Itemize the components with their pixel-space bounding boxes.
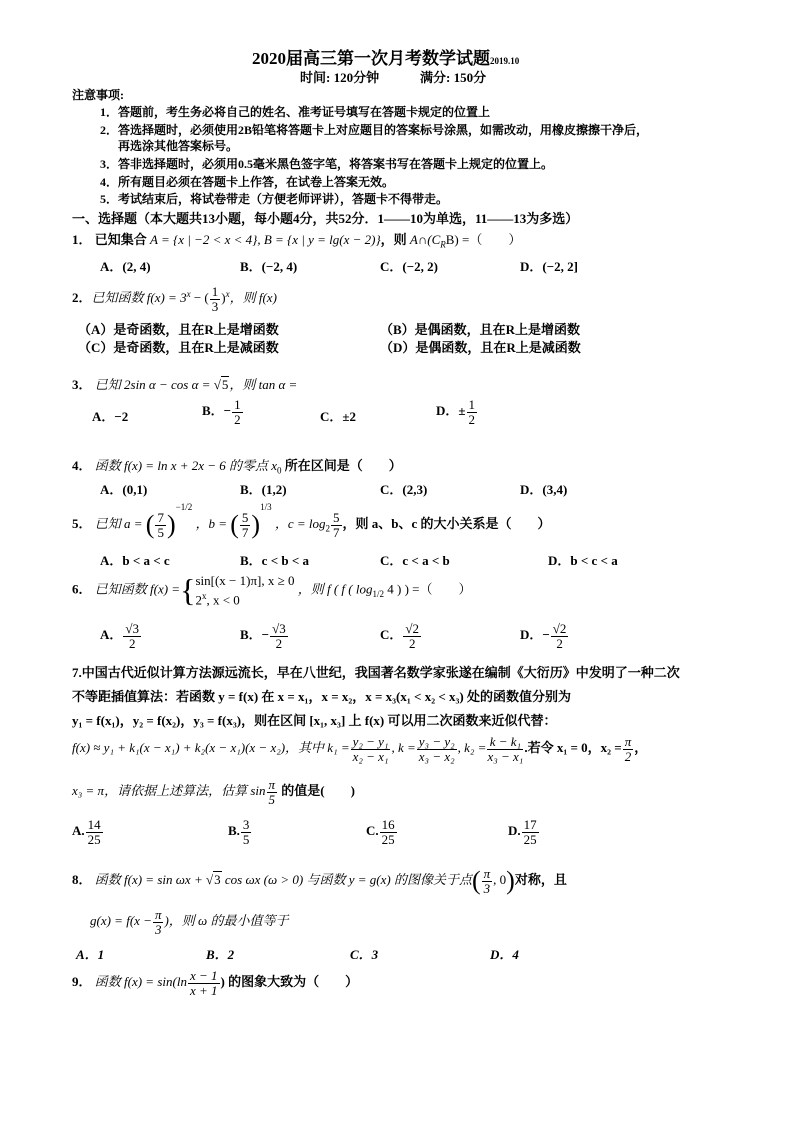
q1-expr: A∩(C xyxy=(409,232,441,247)
q2-exp2: x xyxy=(225,288,230,299)
option: C．(−2, 2) xyxy=(380,259,438,274)
q5-a-exp: −1/2 xyxy=(175,502,193,512)
option: B. $\frac{3}{5}$ xyxy=(228,817,250,847)
option: D. $\frac{17}{25}$ xyxy=(508,817,537,847)
option: A．(0,1) xyxy=(100,482,148,497)
exam-score: 满分: 150分 xyxy=(420,70,487,85)
question-2 xyxy=(72,285,277,313)
option: B．(1,2) xyxy=(240,482,287,497)
question-3: 3． 已知 2sin α − cos α = √5，则 tan α = xyxy=(72,377,298,392)
q1-set-a: A = {x | −2 < x < 4} xyxy=(150,232,258,247)
q5-b-exp: 1/3 xyxy=(260,502,272,512)
q6-stem: 已知函数 f(x) = xyxy=(94,581,181,597)
q2-minus: − ( xyxy=(190,290,209,306)
question-number: 3． xyxy=(72,377,92,392)
note-item: 4．所有题目必须在答题卡上作答，在试卷上答案无效。 xyxy=(100,175,395,189)
q5-a: 已知 a = xyxy=(94,516,146,531)
option: A. $\frac{14}{25}$ xyxy=(72,817,101,847)
q3-stem: 已知 2sin α − cos α = xyxy=(94,377,214,392)
option: B．(−2, 4) xyxy=(240,259,298,274)
option: A．(2, 4) xyxy=(100,259,151,274)
q2-close: ) xyxy=(221,290,226,306)
q6-log-arg: 4 ) ) =（ ） xyxy=(384,581,472,597)
q6-stem-b: ，则 f ( f ( log xyxy=(297,581,373,597)
note-item: 3．答非选择题时，必须用0.5毫米黑色签字笔，将答案书写在答题卡上规定的位置上。 xyxy=(100,157,554,171)
q2-stem-b: ，则 f(x) xyxy=(229,290,277,306)
notes-heading: 注意事项: xyxy=(72,88,124,102)
option: A．b < a < c xyxy=(100,553,170,568)
q1-expr-end: B) =（ ） xyxy=(445,232,522,247)
question-6: 6． 已知函数 f(x) ={ sin[(x − 1)π], x ≥ 0 2$^x$, x < 0 ，则 f ( f ( $\log_{1/2} 4$ ) ) =（ ） xyxy=(72,572,472,608)
question-7-line: y₁ = f(x₁)，y₂ = f(x₂)，y₃ = f(x₃)，则在区间 [x₁, x₃] 上 f(x) 可以用二次函数来近似代替： xyxy=(72,713,557,728)
exam-time: 时间: 120分钟 xyxy=(300,70,380,85)
note-item: 2．答选择题时，必须使用2B铅笔将答题卡上对应题目的答案标号涂黑，如需改动，用橡皮擦擦干净后， xyxy=(100,123,649,137)
title-date: 2019.10 xyxy=(490,56,520,66)
option: D．b < c < a xyxy=(548,553,618,568)
q5-c: ，c = log xyxy=(274,516,326,531)
question-number: 8． xyxy=(72,871,92,887)
option: D．(−2, 2] xyxy=(520,259,578,274)
q4-sub: 0 xyxy=(277,465,282,476)
question-1 xyxy=(72,229,521,250)
q1-set-b: , B = {x | y = lg(x − 2)} xyxy=(257,232,381,247)
question-7-line: 不等距插值算法：若函数 y = f(x) 在 x = x₁，x = x₂，x = x₃(x₁ < x₂ < x₃) 处的函数值分别为 xyxy=(72,689,571,704)
option: B．c < b < a xyxy=(240,553,309,568)
option: C．3 xyxy=(350,947,379,962)
question-number: 9． xyxy=(72,974,92,990)
option: B．− $\frac{√3}{2}$ xyxy=(240,621,286,651)
q1-stem: 已知集合 xyxy=(94,232,147,247)
page-title xyxy=(252,44,519,69)
note-item: 1．答题前，考生务必将自己的姓名、准考证号填写在答题卡规定的位置上 xyxy=(100,105,491,119)
option: （B）是偶函数，且在R上是增函数 xyxy=(380,322,581,337)
option: C．c < a < b xyxy=(380,553,450,568)
option: A．1 xyxy=(76,947,105,962)
option: （C）是奇函数，且在R上是减函数 xyxy=(78,340,279,355)
question-8: 8． 函数 f(x) = sin ωx + √3 cos ωx (ω > 0) 与函数 y = g(x) 的图像关于点( $\frac{\pi}{3}$ , 0)对称，且 xyxy=(72,865,567,896)
option: A． $\frac{√3}{2}$ xyxy=(100,621,140,651)
question-number: 1． xyxy=(72,232,92,247)
q5-tail: ，则 a、b、c 的大小关系是（ ） xyxy=(342,516,551,531)
q5-b: ，b = xyxy=(195,516,231,531)
option: （D）是偶函数，且在R上是减函数 xyxy=(380,340,581,355)
option: D．± $\frac{1}{2}$ xyxy=(436,397,476,427)
question-7-formula: f(x) ≈ y₁ + k₁(x − x₁) + k₂(x − x₁)(x − x₂)，其中 k₁ = $\frac{\text{y₂ − y₁}}{\text{x₂ − x₁}}$ , k = $\frac{\text{y₃ − y₂}}{\text{x₃ − x₂}}$ , k₂ = $\frac{\text{k − k₁}}{\text{x₃ − x₁}}$ .若令 x₁ = 0，x₂ = $\frac{\pi}{2}$ ， xyxy=(72,734,648,764)
q1-expr-sub: R xyxy=(440,239,446,250)
note-item: 再选涂其他答案标号。 xyxy=(118,139,239,153)
q6-piecewise: sin[(x − 1)π], x ≥ 0 2$^x$, x < 0 xyxy=(195,573,295,608)
question-4 xyxy=(72,455,402,476)
q2-exp: x xyxy=(186,288,191,299)
question-number: 4． xyxy=(72,458,92,473)
option: C. $\frac{16}{25}$ xyxy=(366,817,395,847)
option: D．− $\frac{√2}{2}$ xyxy=(520,621,567,651)
q1-stem-b: ，则 xyxy=(380,232,407,247)
question-8-line: g(x) = f(x − $\frac{\pi}{3}$ )，则 ω 的最小值等于 xyxy=(90,907,289,937)
q4-stem: 函数 f(x) = ln x + 2x − 6 的零点 x xyxy=(94,458,278,473)
q6-log-base: 1/2 xyxy=(372,589,384,600)
section-heading: 一、选择题（本大题共13小题，每小题4分，共52分．1——10为单选，11——13为多选） xyxy=(72,211,579,226)
q4-stem-b: 所在区间是（ ） xyxy=(281,458,402,473)
option: B．2 xyxy=(206,947,235,962)
q2-stem: 已知函数 f(x) = 3 xyxy=(91,290,187,306)
option: （A）是奇函数，且在R上是增函数 xyxy=(78,322,279,337)
option: C． $\frac{√2}{2}$ xyxy=(380,621,420,651)
option: B．− $\frac{1}{2}$ xyxy=(202,397,241,427)
question-number: 6． xyxy=(72,581,92,597)
option: A．−2 xyxy=(92,409,129,424)
q3-stem-b: ，则 tan α = xyxy=(229,377,298,392)
question-7-line: x₃ = π，请依据上述算法，估算 sin $\frac{\pi}{5}$ 的值是( ) xyxy=(72,777,355,807)
question-5: 5． 已知 a = ( $\frac{7}{5}$ )$^{-1/2}$ ，b = ( $\frac{5}{7}$ )$^{1/3}$ ，$c = \log_2$ $\frac{5}{7}$ ，则 a、b、c 的大小关系是（ ） xyxy=(72,502,551,540)
question-7-line: 7.中国古代近似计算方法源远流长，早在八世纪，我国著名数学家张遂在编制《大衍历》中发明了一种二次 xyxy=(72,665,680,680)
title-text: 2020届高三第一次月考数学试题 xyxy=(252,49,490,68)
option: D．(3,4) xyxy=(520,482,568,497)
q2-fraction: $\frac{1}{3}$ xyxy=(211,284,219,314)
question-number: 5． xyxy=(72,516,92,531)
note-item: 5．考试结束后，将试卷带走（方便老师评讲），答题卡不得带走。 xyxy=(100,192,449,206)
option: C．(2,3) xyxy=(380,482,428,497)
q3-sqrt: 5 xyxy=(221,377,229,392)
question-9: 9． 函数 f(x) = sin(ln $\frac{x - 1}{x + 1}$ ) 的图象大致为（ ） xyxy=(72,968,359,998)
option: D．4 xyxy=(490,947,519,962)
question-number: 2． xyxy=(72,290,92,306)
option: C．±2 xyxy=(320,409,357,424)
